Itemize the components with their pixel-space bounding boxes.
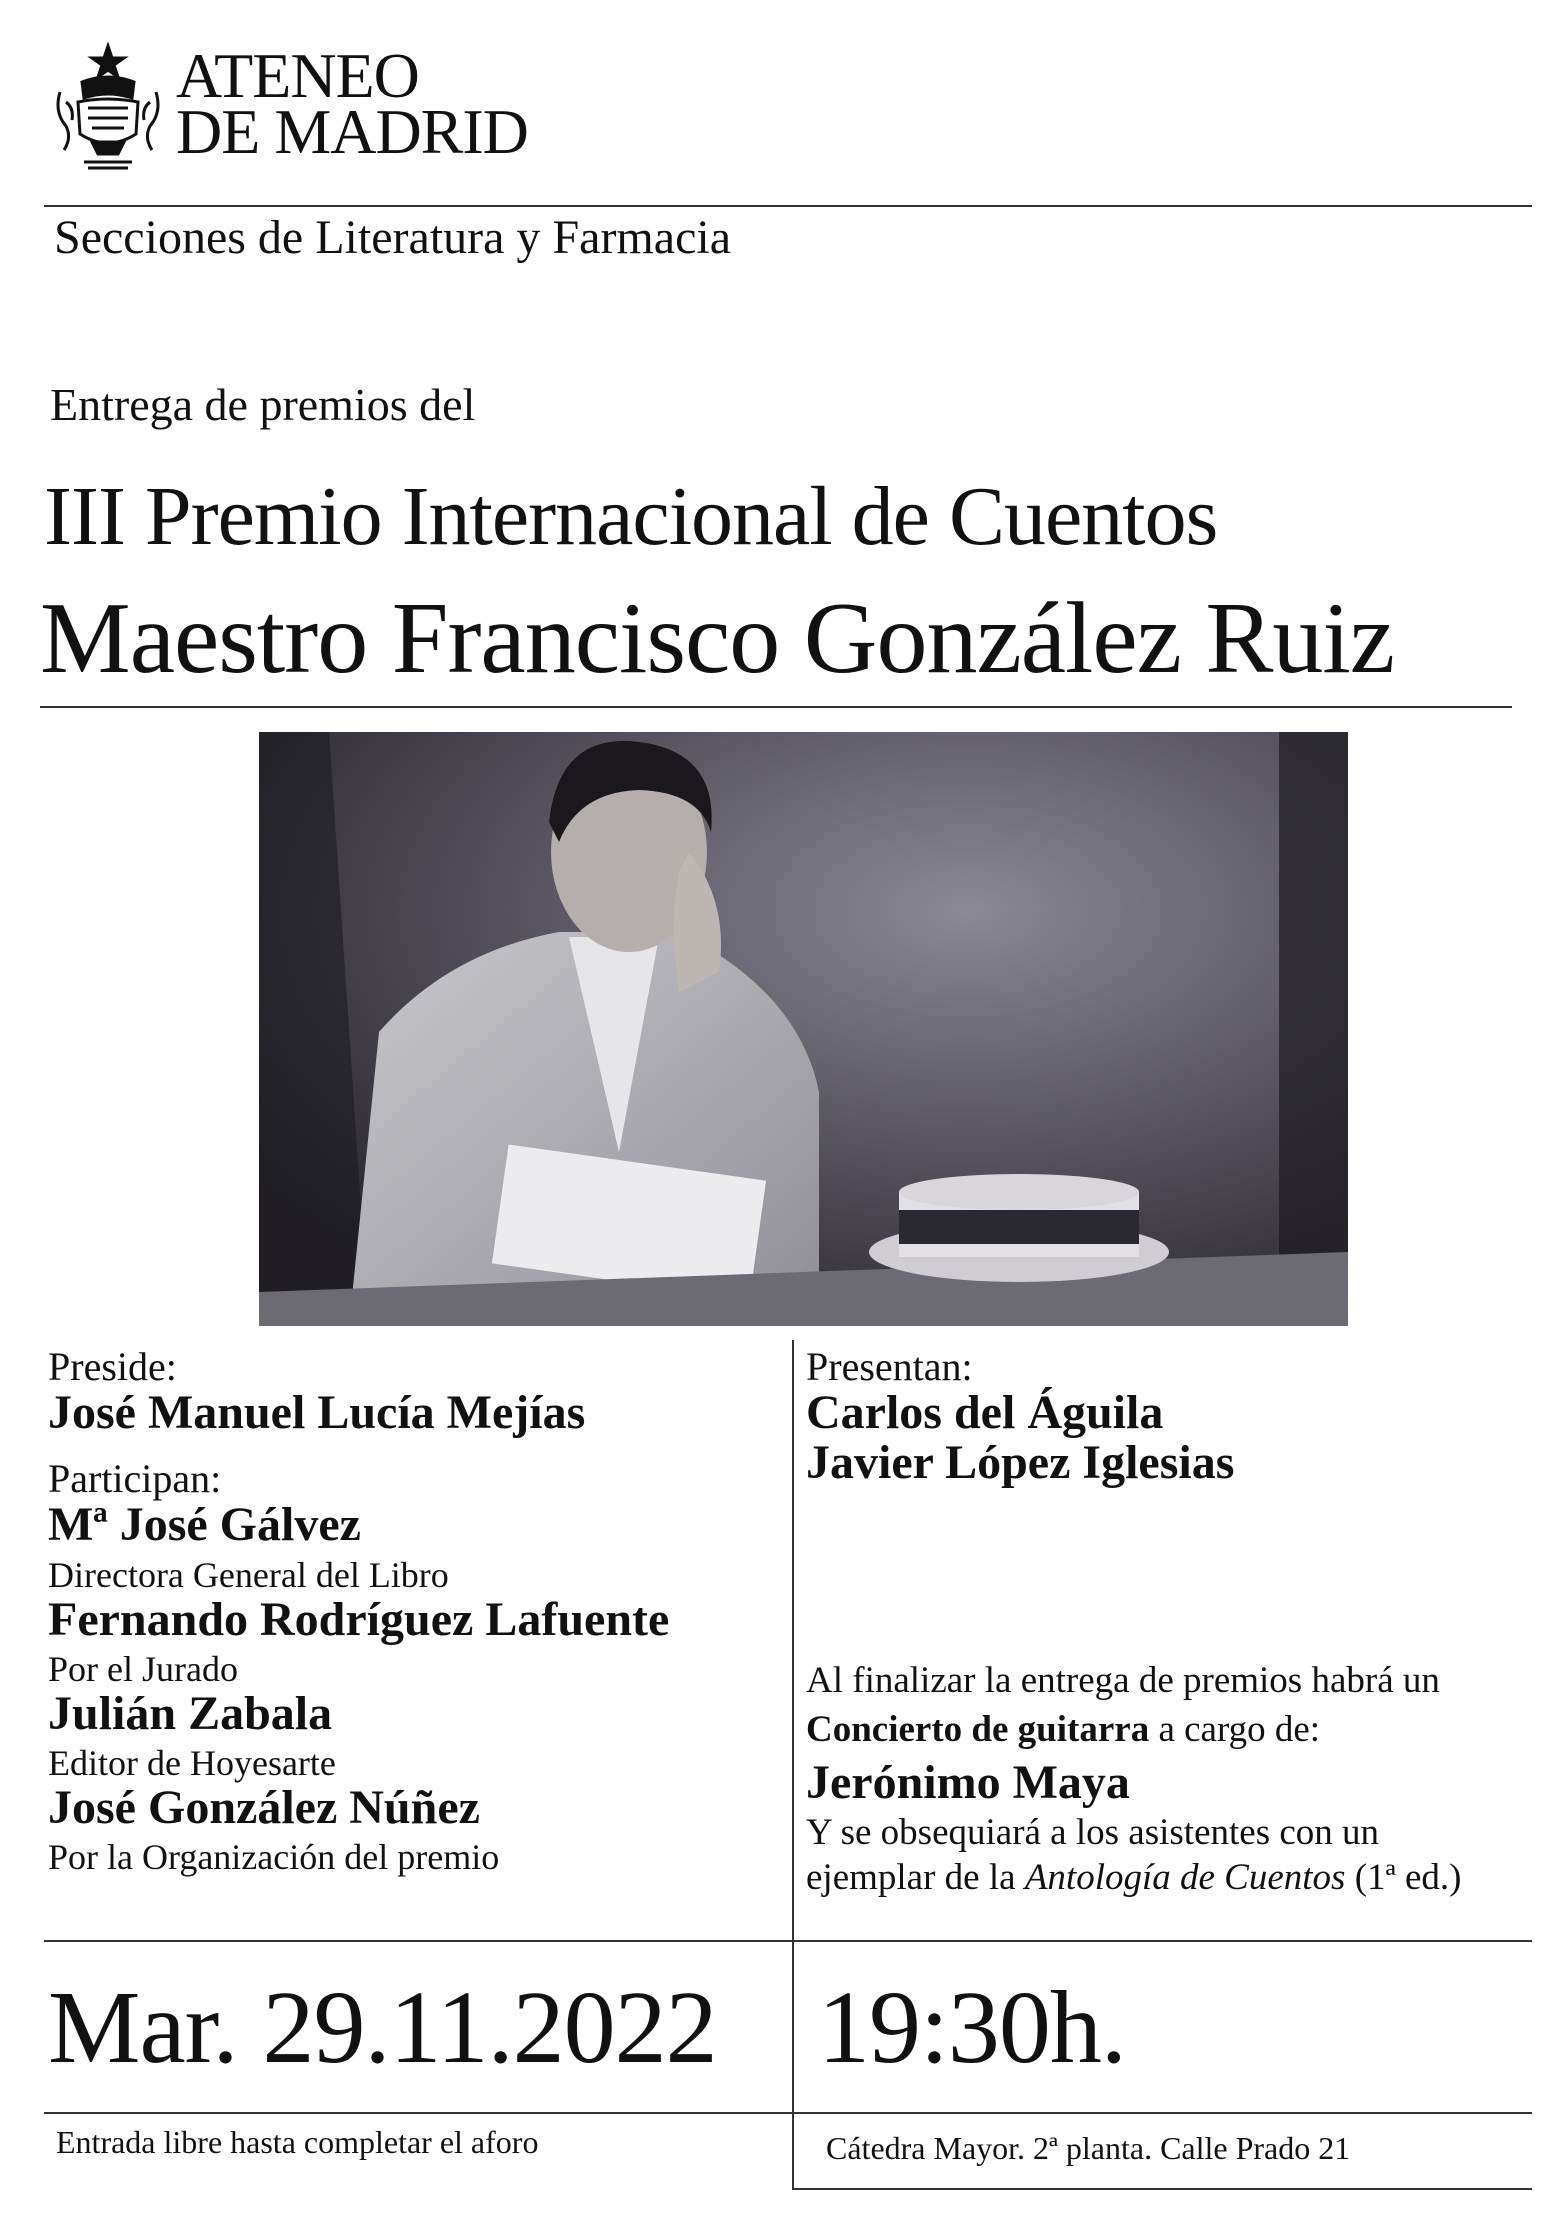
concert-after: a cargo de: [1149,1708,1321,1750]
event-title-line2: Maestro Francisco González Ruiz [40,582,1395,695]
participant-name: José González Núñez [48,1780,480,1834]
right-column [806,1344,1546,1898]
portrait-photo [259,732,1348,1326]
presentan-label: Presentan: [806,1344,973,1389]
title-rule [40,706,1512,708]
date-top-rule [44,1940,1532,1942]
sections-line: Secciones de Literatura y Farmacia [54,211,732,264]
participant-role: Editor de Hoyesarte [48,1743,336,1784]
header-rule [44,205,1532,207]
concert-line1: Al finalizar la entrega de premios habrá un [806,1660,1440,1701]
participan-label: Participan: [48,1456,222,1502]
participant-name: Fernando Rodríguez Lafuente [48,1592,670,1646]
event-intro: Entrega de premios del [50,379,476,430]
participant-role: Por la Organización del premio [48,1837,500,1878]
gift-italic: Antología de Cuentos [1024,1856,1346,1898]
presenter-name: Carlos del Águila [806,1386,1164,1439]
participant-role: Directora General del Libro [48,1554,449,1595]
concert-block [806,1662,1546,1898]
gift-after: (1ª ed.) [1345,1856,1462,1898]
left-column [48,1346,778,1877]
org-name-line2: DE MADRID [176,96,528,168]
entry-note: Entrada libre hasta completar el aforo [56,2124,539,2160]
preside-label: Preside: [48,1344,177,1389]
concert-line2 [806,1708,1546,1750]
preside-name: José Manuel Lucía Mejías [48,1386,586,1439]
ateneo-crest-icon [52,42,164,172]
event-title-line1: III Premio Internacional de Cuentos [44,470,1218,563]
participant-role: Por el Jurado [48,1648,238,1689]
event-time: 19:30h. [818,1970,1126,2085]
column-divider [792,1340,794,2190]
org-name [176,40,528,168]
participant-name: Julián Zabala [48,1686,333,1740]
presenter-name: Javier López Iglesias [806,1436,1235,1490]
participant-name: Mª José Gálvez [48,1498,361,1552]
org-name-line1: ATENEO [176,40,419,111]
gift-line1: Y se obsequiará a los asistentes con un [806,1812,1380,1854]
location: Cátedra Mayor. 2ª planta. Calle Prado 21 [826,2130,1351,2166]
concert-bold: Concierto de guitarra [806,1708,1150,1750]
date-bottom-rule [44,2112,1532,2114]
event-date: Mar. 29.11.2022 [48,1970,717,2085]
bottom-rule [792,2188,1532,2190]
gift-before: ejemplar de la [806,1856,1025,1898]
gift-line2 [806,1856,1546,1898]
performer-name: Jerónimo Maya [806,1755,1130,1809]
